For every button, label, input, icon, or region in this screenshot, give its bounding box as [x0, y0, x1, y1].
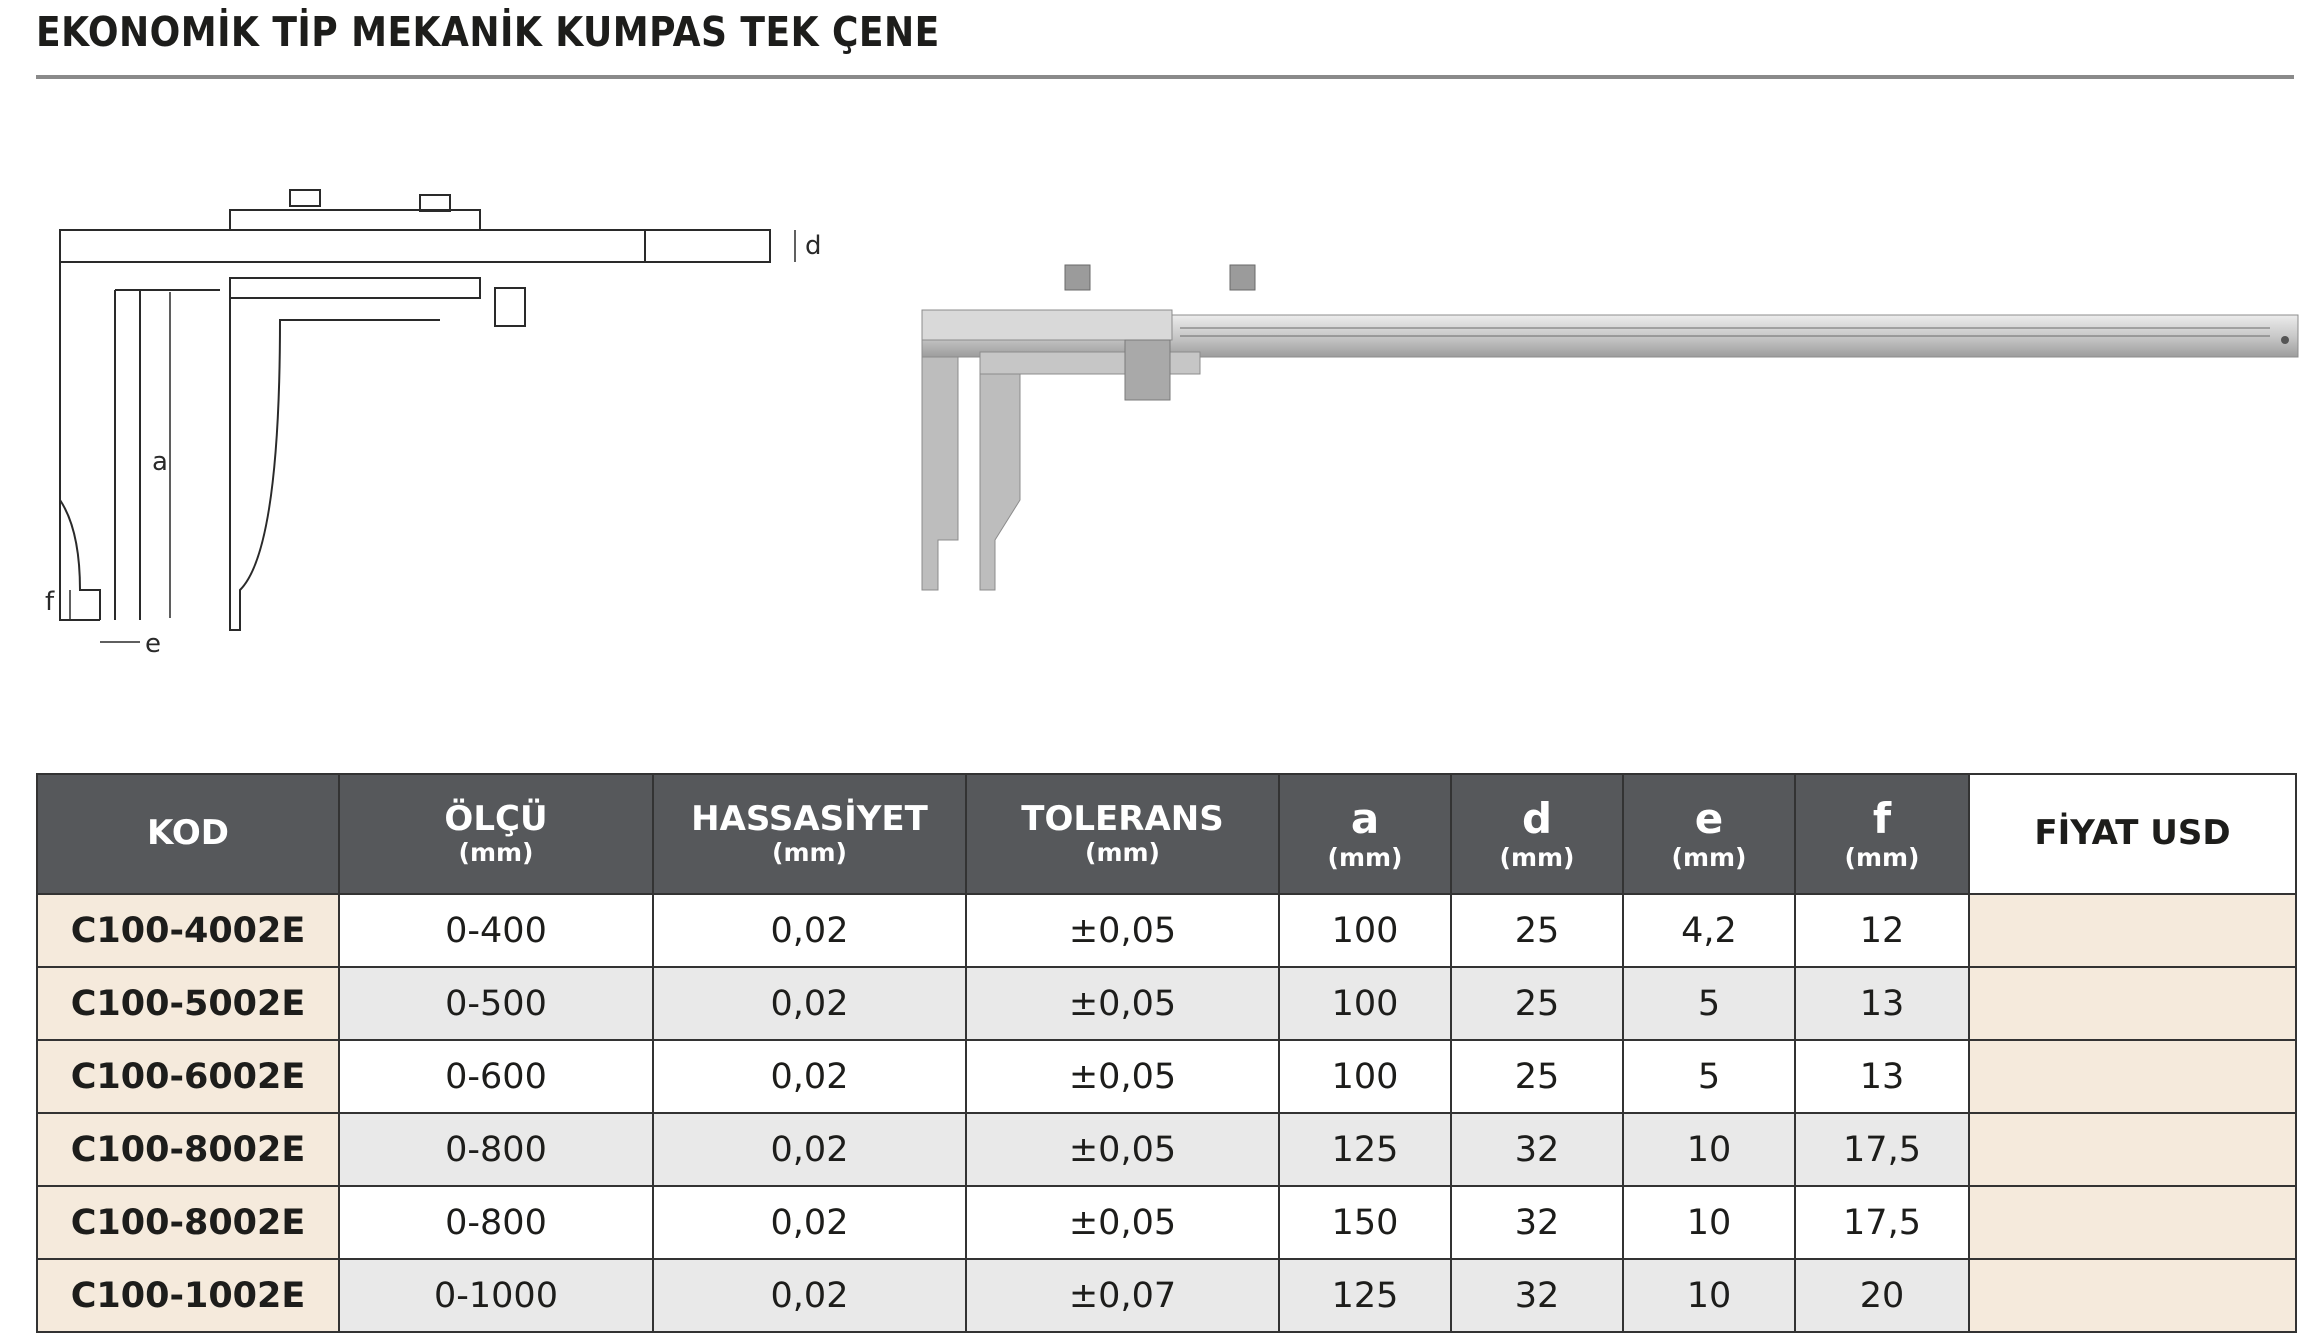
cell-tolerans: ±0,05: [966, 1186, 1279, 1259]
table-row: [37, 1040, 2296, 1113]
header-f: f (mm): [1795, 774, 1969, 894]
cell-d: 25: [1451, 967, 1623, 1040]
diagram-label-a: a: [152, 447, 168, 477]
table-row: [37, 894, 2296, 967]
cell-tolerans: ±0,05: [966, 894, 1279, 967]
cell-d: 25: [1451, 894, 1623, 967]
cell-e: 5: [1623, 967, 1795, 1040]
table-header-row: [37, 774, 2296, 894]
cell-code: C100-8002E: [37, 1113, 339, 1186]
cell-a: 125: [1279, 1259, 1451, 1332]
cell-hassasiyet: 0,02: [653, 967, 966, 1040]
title-divider: [36, 75, 2294, 79]
cell-olcu: 0-800: [339, 1186, 653, 1259]
cell-f: 20: [1795, 1259, 1969, 1332]
cell-e: 4,2: [1623, 894, 1795, 967]
header-fiyat-usd: FİYAT USD: [1969, 774, 2296, 894]
cell-d: 32: [1451, 1259, 1623, 1332]
cell-a: 100: [1279, 894, 1451, 967]
cell-f: 13: [1795, 967, 1969, 1040]
cell-e: 10: [1623, 1113, 1795, 1186]
header-d: d (mm): [1451, 774, 1623, 894]
table-row: [37, 1186, 2296, 1259]
cell-hassasiyet: 0,02: [653, 1113, 966, 1186]
header-kod: KOD: [37, 774, 339, 894]
cell-olcu: 0-400: [339, 894, 653, 967]
cell-olcu: 0-600: [339, 1040, 653, 1113]
cell-f: 13: [1795, 1040, 1969, 1113]
header-e: e (mm): [1623, 774, 1795, 894]
table-row: [37, 1113, 2296, 1186]
cell-a: 125: [1279, 1113, 1451, 1186]
diagram-label-f: f: [45, 587, 55, 617]
cell-hassasiyet: 0,02: [653, 1186, 966, 1259]
cell-code: C100-5002E: [37, 967, 339, 1040]
diagram-label-e: e: [145, 629, 161, 659]
cell-olcu: 0-500: [339, 967, 653, 1040]
cell-a: 100: [1279, 967, 1451, 1040]
table-row: [37, 1259, 2296, 1332]
cell-tolerans: ±0,07: [966, 1259, 1279, 1332]
cell-e: 5: [1623, 1040, 1795, 1113]
cell-code: C100-1002E: [37, 1259, 339, 1332]
cell-tolerans: ±0,05: [966, 1040, 1279, 1113]
cell-d: 32: [1451, 1113, 1623, 1186]
cell-code: C100-8002E: [37, 1186, 339, 1259]
cell-price: [1969, 1186, 2296, 1259]
page-title: EKONOMİK TİP MEKANİK KUMPAS TEK ÇENE: [36, 8, 940, 56]
cell-price: [1969, 1040, 2296, 1113]
cell-d: 25: [1451, 1040, 1623, 1113]
caliper-dimension-diagram: [40, 170, 840, 680]
table-row: [37, 967, 2296, 1040]
header-a: a (mm): [1279, 774, 1451, 894]
cell-code: C100-6002E: [37, 1040, 339, 1113]
cell-price: [1969, 894, 2296, 967]
cell-hassasiyet: 0,02: [653, 894, 966, 967]
cell-a: 150: [1279, 1186, 1451, 1259]
cell-price: [1969, 1259, 2296, 1332]
cell-f: 12: [1795, 894, 1969, 967]
cell-f: 17,5: [1795, 1113, 1969, 1186]
cell-f: 17,5: [1795, 1186, 1969, 1259]
cell-price: [1969, 967, 2296, 1040]
cell-tolerans: ±0,05: [966, 967, 1279, 1040]
cell-olcu: 0-800: [339, 1113, 653, 1186]
diagram-label-d: d: [805, 231, 822, 261]
header-tolerans: TOLERANS (mm): [966, 774, 1279, 894]
cell-d: 32: [1451, 1186, 1623, 1259]
cell-e: 10: [1623, 1186, 1795, 1259]
cell-olcu: 0-1000: [339, 1259, 653, 1332]
cell-e: 10: [1623, 1259, 1795, 1332]
header-olcu: ÖLÇÜ (mm): [339, 774, 653, 894]
specification-table: [36, 773, 2297, 1333]
header-hassasiyet: HASSASİYET (mm): [653, 774, 966, 894]
cell-a: 100: [1279, 1040, 1451, 1113]
cell-hassasiyet: 0,02: [653, 1040, 966, 1113]
cell-code: C100-4002E: [37, 894, 339, 967]
cell-price: [1969, 1113, 2296, 1186]
caliper-product-photo: [900, 240, 2300, 600]
cell-tolerans: ±0,05: [966, 1113, 1279, 1186]
cell-hassasiyet: 0,02: [653, 1259, 966, 1332]
